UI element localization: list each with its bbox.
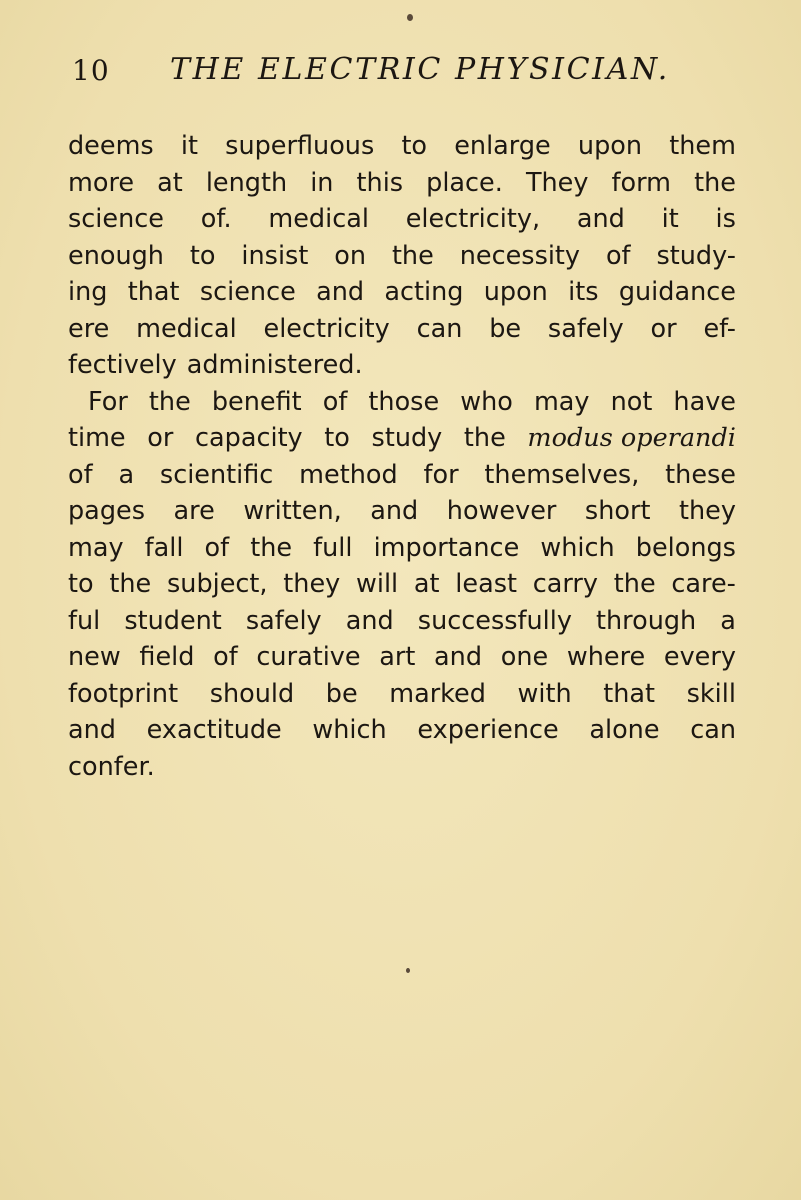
word: that <box>603 678 656 709</box>
word: successfully <box>417 605 572 636</box>
word: however <box>446 496 557 526</box>
word: confer. <box>68 751 155 782</box>
word: necessity <box>459 240 581 271</box>
word: belongs <box>635 532 736 563</box>
word: new <box>68 642 121 672</box>
word: upon <box>483 277 548 307</box>
word: short <box>584 496 651 526</box>
word: alone <box>589 715 660 745</box>
word: acting <box>384 277 464 307</box>
word: medical <box>136 313 237 344</box>
word: the <box>391 240 434 271</box>
word: place. <box>426 167 503 198</box>
word: will <box>356 569 399 599</box>
word: to <box>189 240 216 271</box>
word: have <box>673 386 736 417</box>
word: be <box>489 313 522 344</box>
word: marked <box>389 678 486 709</box>
word: exactitude <box>146 715 282 745</box>
ink-speck <box>406 968 410 973</box>
word: not <box>610 386 653 417</box>
word: pages <box>68 496 145 526</box>
text-line <box>68 201 736 238</box>
word: upon <box>577 131 643 161</box>
word: study <box>371 423 443 453</box>
word: the <box>613 569 656 599</box>
word: guidance <box>618 277 736 307</box>
word: who <box>460 386 513 417</box>
word: art <box>379 642 416 672</box>
word: fectively <box>68 350 177 380</box>
word: the <box>250 532 293 563</box>
word: and <box>434 642 483 672</box>
word: written, <box>243 496 342 526</box>
word: of <box>605 240 631 271</box>
word: capacity <box>195 423 303 453</box>
word: ef- <box>703 313 736 344</box>
word: enlarge <box>454 131 551 161</box>
word: the <box>148 386 191 417</box>
word: through <box>596 605 697 636</box>
word: may <box>68 532 124 563</box>
word: footprint <box>68 678 179 709</box>
word: it <box>661 204 679 234</box>
word: are <box>173 496 215 526</box>
word: can <box>690 715 736 745</box>
word: of <box>322 386 348 417</box>
word: with <box>517 678 572 709</box>
word: ing <box>68 277 108 307</box>
word: method <box>299 459 398 490</box>
word: carry <box>532 569 599 599</box>
text-line <box>68 238 736 275</box>
word: form <box>611 167 672 198</box>
word: the <box>463 423 506 453</box>
word: full <box>313 532 353 563</box>
word: benefit <box>211 386 302 417</box>
word: a <box>720 605 736 636</box>
word: scientific <box>159 459 274 490</box>
word: to <box>401 131 428 161</box>
word: the <box>694 167 736 198</box>
word: safely <box>245 605 322 636</box>
word: medical <box>268 204 369 234</box>
word: student <box>124 605 222 636</box>
word: more <box>68 167 135 198</box>
word: themselves, <box>484 459 640 490</box>
word: which <box>540 532 615 563</box>
text-line <box>68 311 736 348</box>
word: of <box>213 642 238 672</box>
text-line <box>68 639 736 676</box>
word: those <box>368 386 440 417</box>
word: field <box>139 642 195 672</box>
word: on <box>334 240 367 271</box>
ink-speck <box>407 14 413 21</box>
word: can <box>416 313 463 344</box>
word: them <box>669 131 736 161</box>
word: to <box>68 569 94 599</box>
body-text <box>68 128 736 785</box>
word: of. <box>200 204 232 234</box>
word: length <box>205 167 288 198</box>
word: skill <box>686 678 736 709</box>
word: in <box>310 167 334 198</box>
word: should <box>209 678 295 709</box>
word: which <box>312 715 387 745</box>
word: and <box>316 277 365 307</box>
word: this <box>356 167 404 198</box>
word: or <box>147 423 174 453</box>
word: to <box>324 423 350 453</box>
word: these <box>665 459 736 490</box>
word: superfluous <box>225 131 375 161</box>
word: experience <box>417 715 559 745</box>
word: deems <box>68 131 154 161</box>
running-title: THE ELECTRIC PHYSICIAN. <box>170 52 670 87</box>
word: care- <box>671 569 736 599</box>
word: the <box>109 569 152 599</box>
word: For <box>88 386 128 417</box>
text-line <box>68 749 736 786</box>
page-header <box>72 50 732 96</box>
page-number: 10 <box>72 54 110 87</box>
text-line <box>68 274 736 311</box>
text-line <box>68 676 736 713</box>
word: may <box>533 386 590 417</box>
word: be <box>325 678 358 709</box>
word: fall <box>144 532 184 563</box>
word: that <box>127 277 180 307</box>
word: safely <box>547 313 624 344</box>
word: study- <box>656 240 736 271</box>
word: at <box>157 167 183 198</box>
word: every <box>663 642 736 672</box>
word: is <box>715 204 736 234</box>
word: they <box>679 496 736 526</box>
word: and <box>576 204 625 234</box>
text-line <box>68 493 736 530</box>
text-line <box>68 128 736 165</box>
word: or <box>650 313 677 344</box>
text-line <box>68 603 736 640</box>
word: They <box>525 167 589 198</box>
word: and <box>370 496 419 526</box>
word: electricity <box>263 313 390 344</box>
word: and <box>345 605 394 636</box>
text-line <box>68 347 736 384</box>
word: science <box>68 204 164 234</box>
word: curative <box>256 642 361 672</box>
word: administered. <box>186 350 363 380</box>
word: and <box>68 715 116 745</box>
word: where <box>566 642 646 672</box>
text-line <box>68 566 736 603</box>
word: least <box>455 569 517 599</box>
word: its <box>568 277 599 307</box>
word: they <box>283 569 341 599</box>
word: at <box>413 569 440 599</box>
word: ere <box>68 313 110 344</box>
word: insist <box>241 240 309 271</box>
text-line <box>68 165 736 202</box>
word: for <box>423 459 459 490</box>
word: one <box>500 642 549 672</box>
word: science <box>199 277 296 307</box>
word: enough <box>68 240 164 271</box>
text-line <box>68 384 736 421</box>
word: time <box>68 423 126 453</box>
text-line <box>68 712 736 749</box>
text-line <box>68 457 736 494</box>
word: a <box>118 459 135 490</box>
word: modus operandi <box>527 423 736 453</box>
text-line <box>68 530 736 567</box>
word: importance <box>373 532 520 563</box>
word: subject, <box>167 569 268 599</box>
word: it <box>180 131 198 161</box>
word: of <box>68 459 93 490</box>
word: electricity, <box>405 204 541 234</box>
word: of <box>204 532 230 563</box>
text-line <box>68 420 736 457</box>
word: ful <box>68 605 101 636</box>
